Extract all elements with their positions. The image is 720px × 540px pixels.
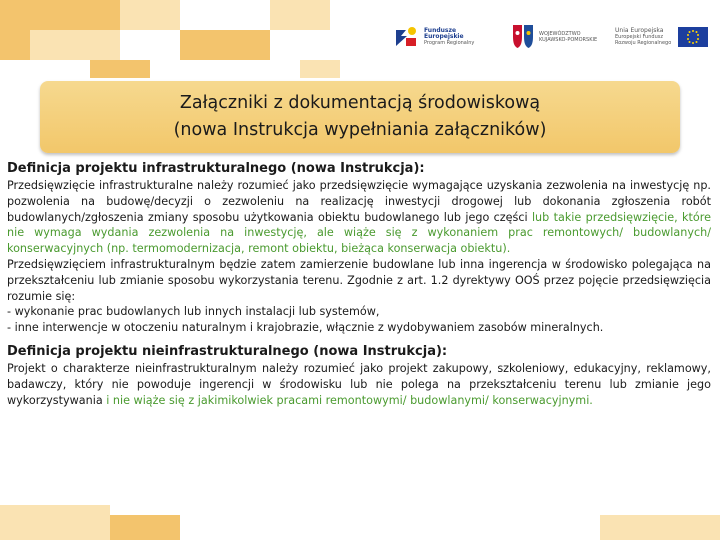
region-logo-line1: WOJEWÓDZTWO (539, 31, 581, 37)
non-infrastructure-definition-highlight: i nie wiąże się z jakimikolwiek pracami remontowymi/ budowlanymi/ konserwacyjnymi. (106, 393, 593, 407)
region-emblem-icon (512, 24, 534, 50)
decoration-block (180, 30, 270, 60)
page-title-line2: (nowa Instrukcja wypełniania załączników) (173, 120, 547, 140)
region-logo-line2: KUJAWSKO-POMORSKIE (539, 37, 598, 43)
region-logo (512, 14, 597, 60)
eu-logo-line3: Rozwoju Regionalnego (615, 40, 672, 46)
infrastructure-definition-highlight: lub takie przedsięwzięcie, które nie wymaga wydania zezwolenia na inwestycję, ale wiąże się z wykonaniem prac remontowych/ budowlanych/ konserwacyjnych (np. termomodernizacja, remont obiektu, bieżąca konserwacja obiektu). (7, 210, 712, 256)
section-heading-non-infrastructure: Definicja projektu nieinfrastrukturalnego (nowa Instrukcja): (7, 343, 448, 359)
infrastructure-definition (7, 178, 711, 257)
eu-flag-icon (678, 27, 708, 47)
eu-logo-line2: Europejski Fundusz (615, 34, 663, 40)
decoration-block (0, 505, 110, 540)
decoration-block (300, 60, 340, 78)
decoration-block (90, 60, 150, 78)
decoration-block (110, 515, 180, 540)
page-title-line1: Załączniki z dokumentacją środowiskową (179, 93, 541, 113)
main-content (7, 160, 711, 408)
decoration-block (600, 515, 720, 540)
non-infrastructure-definition-text: Projekt o charakterze nieinfrastrukturalnym należy rozumieć jako projekt zakupowy, szkoleniowy, edukacyjny, reklamowy, badawczy, który nie powoduje ingerencji w środowisku lub nie polega na przekształceniu terenu lub zmianie jego wykorzystywania (7, 361, 711, 407)
eu-logo (615, 14, 708, 60)
european-funds-icon (393, 24, 419, 50)
section-heading-infrastructure: Definicja projektu infrastrukturalnego (nowa Instrukcja): (7, 161, 425, 176)
decoration-block (0, 30, 30, 60)
infrastructure-paragraph-2: Przedsięwzięciem infrastrukturalnym będzie zatem zamierzenie budowlane lub inna ingerencja w środowisko polegająca na przekształceniu lub zmianie sposobu wykorzystania terenu. Zgodnie z art. 1.2 dyrektywy OOŚ przez pojęcie przedsięwzięcia rozumie się: (7, 257, 711, 303)
decoration-block (270, 0, 330, 30)
funds-logo-line3: Program Regionalny (424, 40, 475, 46)
non-infrastructure-definition (7, 361, 711, 408)
funds-logo (393, 14, 474, 60)
funds-logo-line1: Fundusze (424, 27, 457, 34)
title-banner (40, 81, 680, 153)
funds-logo-line2: Europejskie (424, 33, 464, 40)
list-item: - wykonanie prac budowlanych lub innych instalacji lub systemów, (7, 305, 380, 319)
decoration-block (120, 0, 180, 30)
decoration-block (30, 30, 120, 60)
list-item: - inne interwencje w otoczeniu naturalnym i krajobrazie, włącznie z wydobywaniem zasobów mineralnych. (7, 321, 604, 335)
infrastructure-definition-text: Przedsięwzięcie infrastrukturalne należy rozumieć jako przedsięwzięcie wymagające uzyskania zezwolenia na inwestycję np. pozwolenia na budowę/decyzji o zezwoleniu na realizację inwestycji drogowej lub dokonania zgłoszenia robót budowlanych/zgłoszenia zmiany sposobu użytkowania obiektu budowlanego lub jego części (7, 179, 711, 224)
decoration-block (0, 0, 120, 30)
eu-logo-line1: Unia Europejska (615, 27, 664, 34)
